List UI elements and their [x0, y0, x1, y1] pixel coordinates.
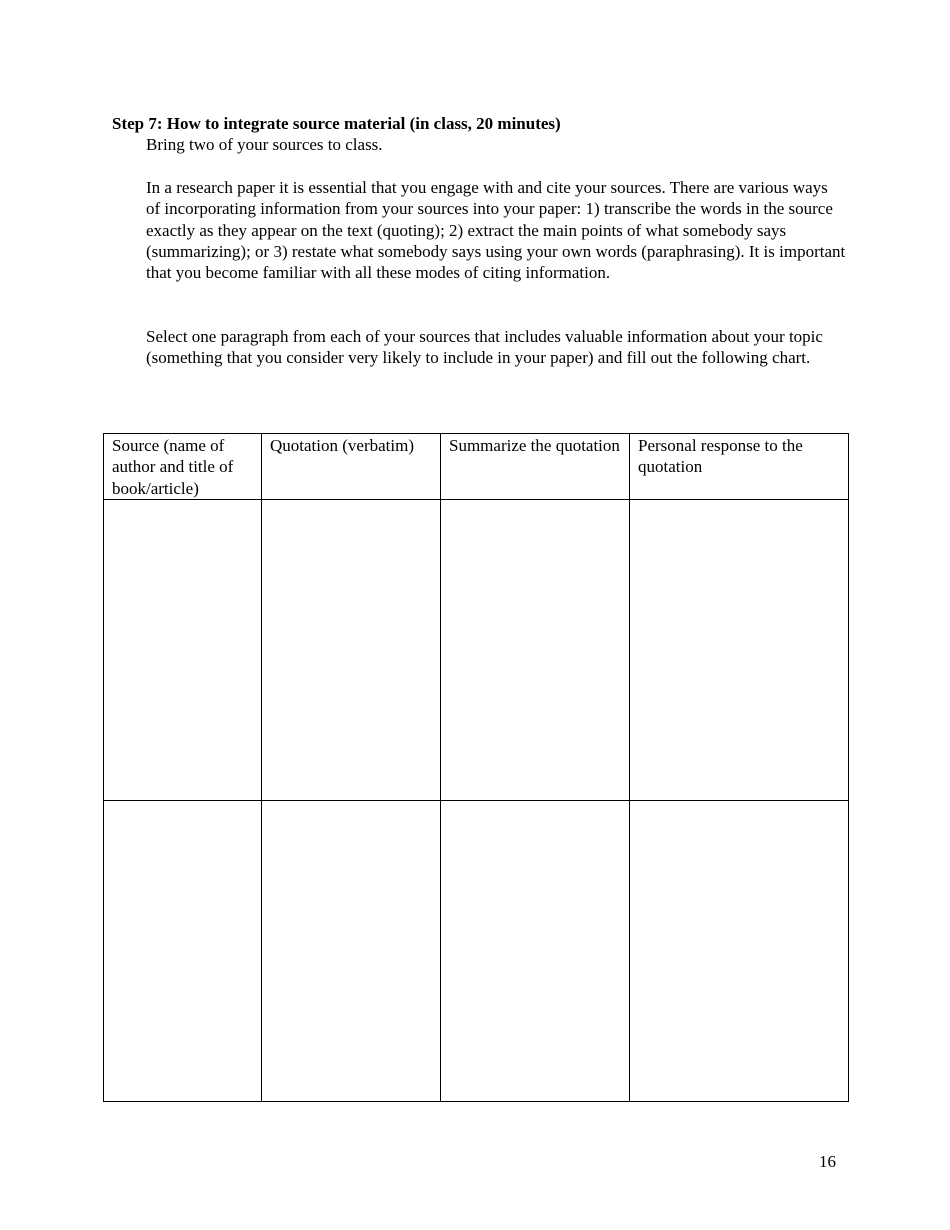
cell-response-1[interactable] — [630, 499, 849, 800]
cell-source-2[interactable] — [104, 800, 262, 1101]
cell-source-1[interactable] — [104, 499, 262, 800]
source-integration-chart — [103, 433, 849, 1102]
cell-quotation-2[interactable] — [262, 800, 441, 1101]
table-header-row — [104, 434, 849, 500]
instruction-line: Bring two of your sources to class. — [146, 135, 383, 154]
cell-summary-1[interactable] — [441, 499, 630, 800]
cell-summary-2[interactable] — [441, 800, 630, 1101]
cell-response-2[interactable] — [630, 800, 849, 1101]
header-source: Source (name of author and title of book/article) — [104, 434, 262, 500]
header-response: Personal response to the quotation — [630, 434, 849, 500]
task-paragraph: Select one paragraph from each of your sources that includes valuable information about your topic (something that you consider very likely to include in your paper) and fill out the following chart. — [146, 327, 823, 368]
step-heading: Step 7: How to integrate source material (in class, 20 minutes) — [112, 114, 561, 133]
table-row — [104, 499, 849, 800]
intro-paragraph: In a research paper it is essential that you engage with and cite your sources. There are various ways of incorporating information from your sources into your paper: 1) transcribe the words in the source exactly as they appear on the text (quoting); 2) extract the main points of what somebody says (summarizing); or 3) restate what somebody says using your own words (paraphrasing). It is important that you become familiar with all these modes of citing information. — [146, 178, 846, 283]
cell-quotation-1[interactable] — [262, 499, 441, 800]
table-row — [104, 800, 849, 1101]
page-number: 16 — [819, 1152, 836, 1171]
header-quotation: Quotation (verbatim) — [262, 434, 441, 500]
header-summary: Summarize the quotation — [441, 434, 630, 500]
